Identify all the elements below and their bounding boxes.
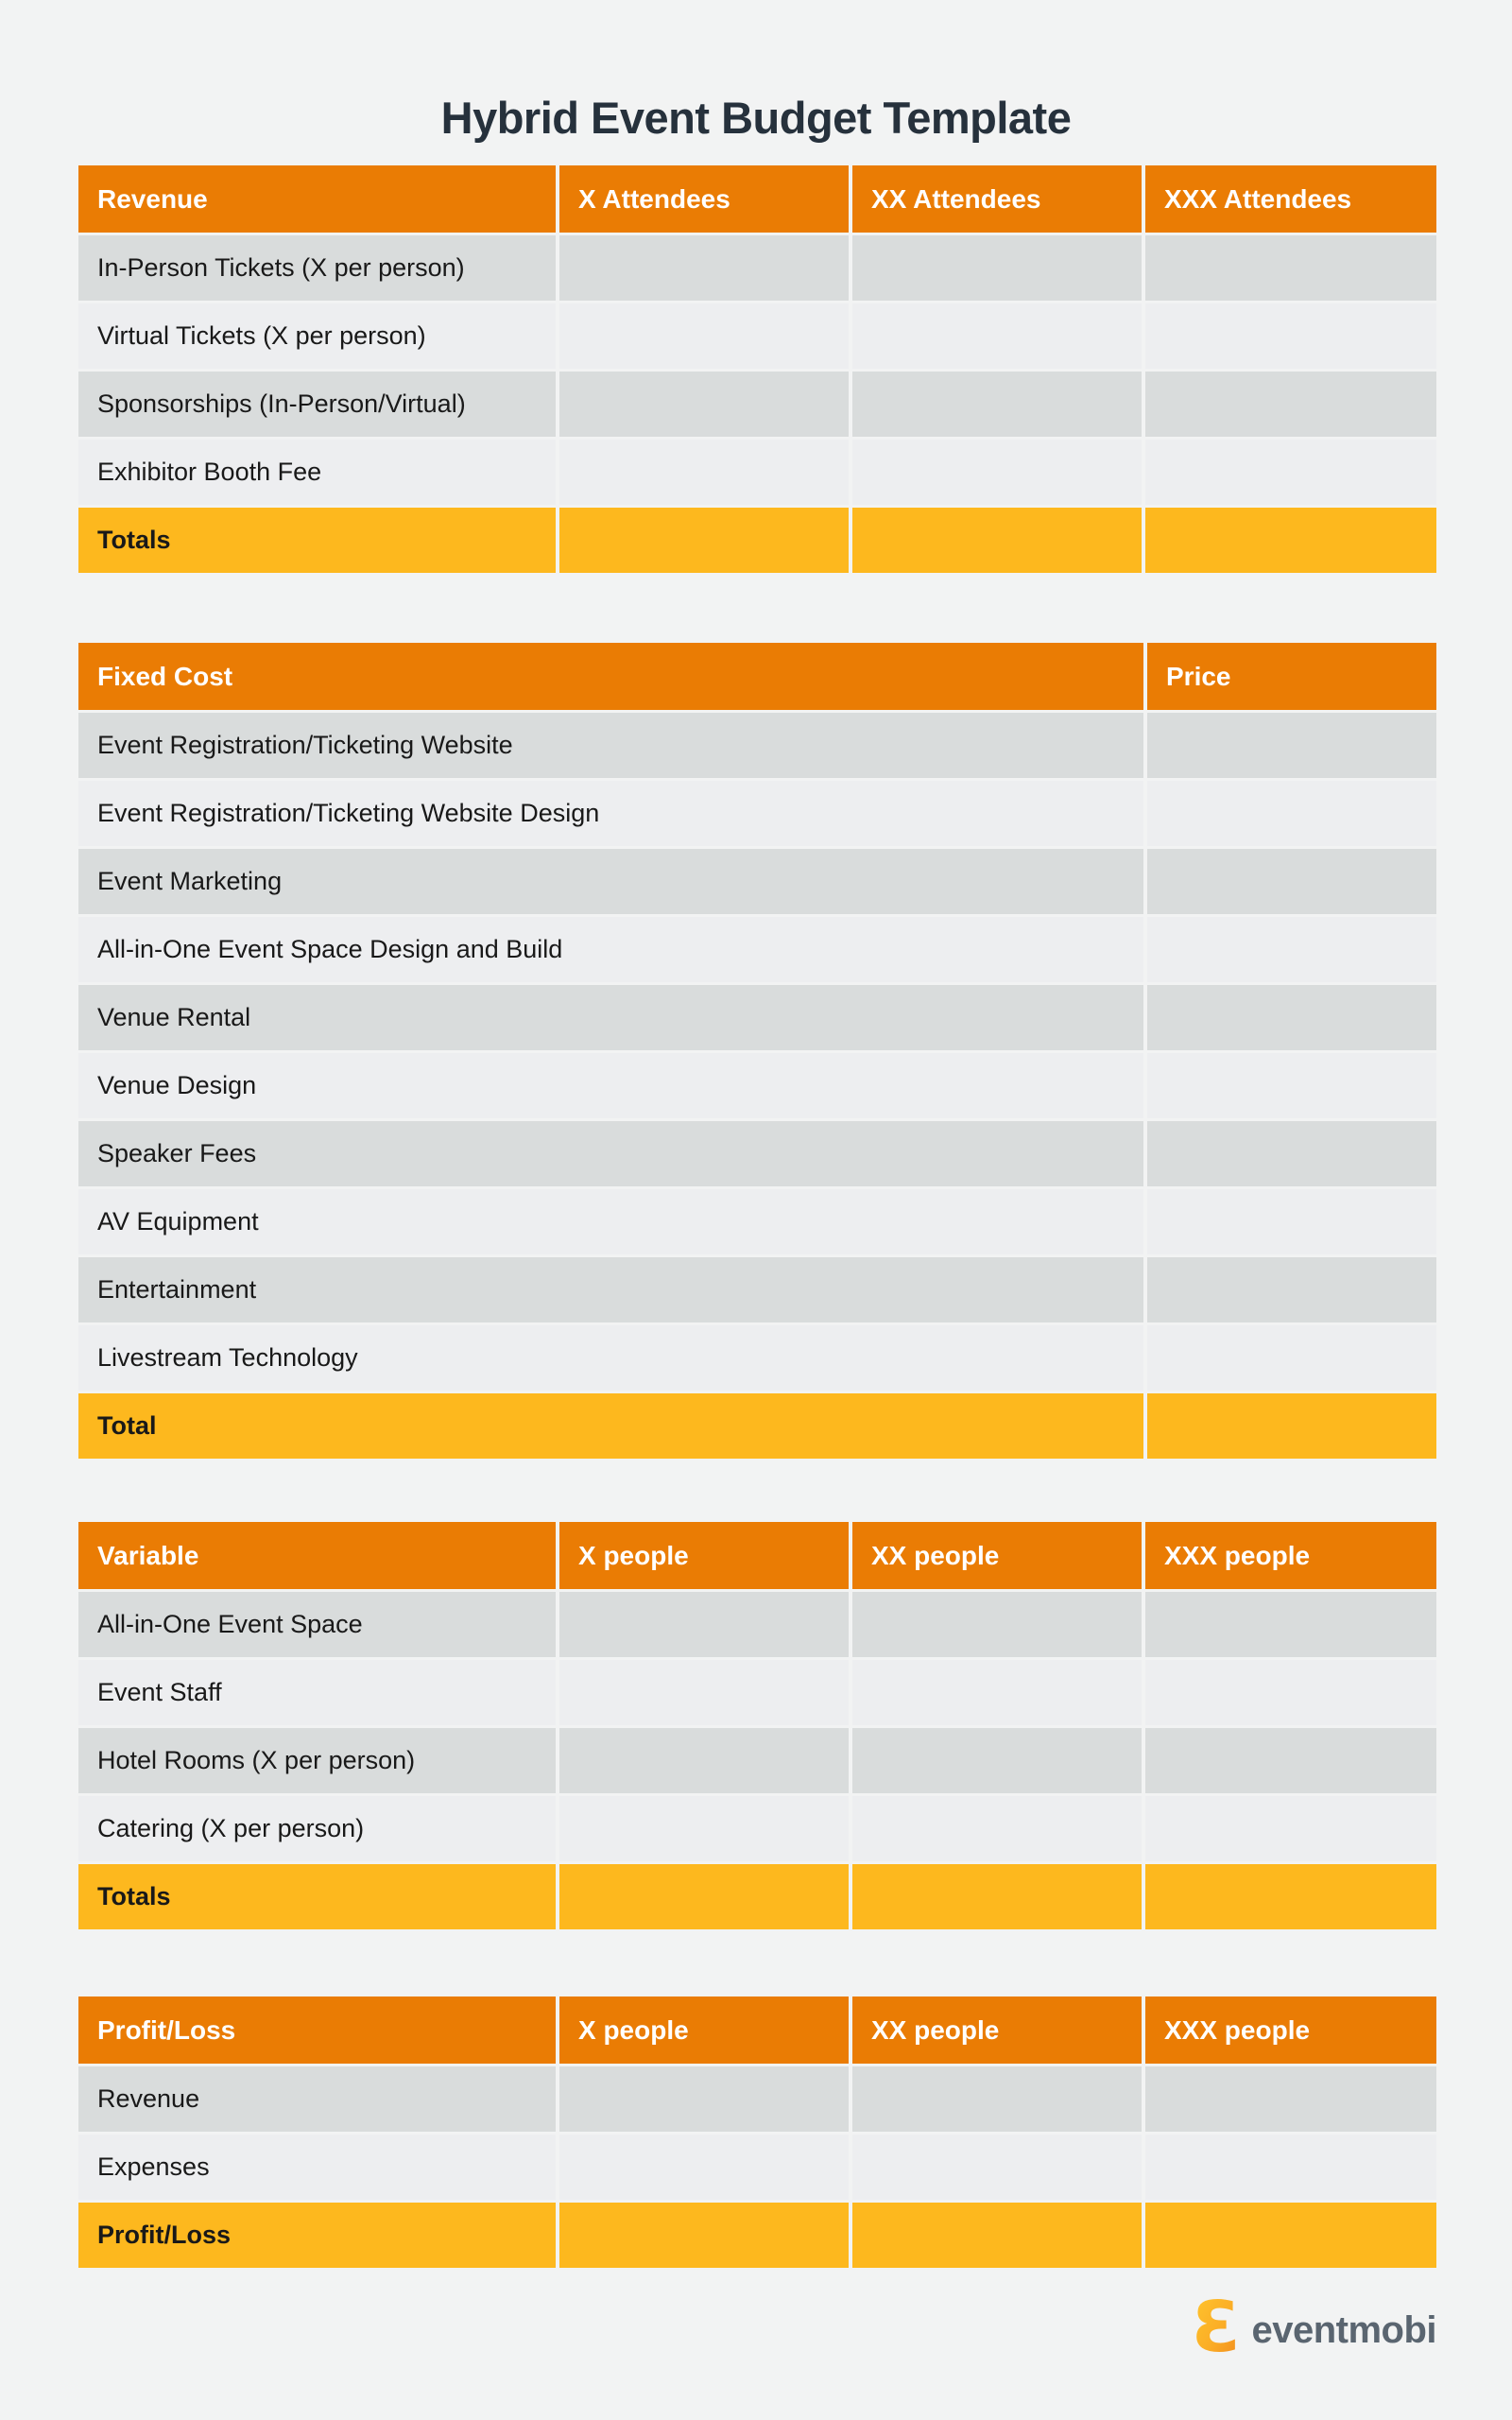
value-cell <box>852 1728 1142 1793</box>
table-row <box>78 713 1436 778</box>
svg-text:Ɛ: Ɛ <box>1192 2297 1242 2360</box>
value-cell <box>1145 235 1436 301</box>
table-row <box>78 985 1436 1050</box>
table-row <box>78 235 1436 301</box>
value-cell <box>1147 1257 1436 1322</box>
value-cell <box>852 2203 1142 2268</box>
column-header-xxx-people: XXX people <box>1145 1996 1436 2064</box>
value-cell <box>559 440 849 505</box>
row-label-cell: All-in-One Event Space <box>78 1592 556 1657</box>
row-label-cell: All-in-One Event Space Design and Build <box>78 917 1143 982</box>
table-row <box>78 1796 1436 1861</box>
variable-header-row <box>78 1522 1436 1589</box>
row-label-cell: Virtual Tickets (X per person) <box>78 303 556 369</box>
table-row <box>78 1121 1436 1186</box>
totals-row <box>78 2203 1436 2268</box>
row-label-cell: Event Registration/Ticketing Website Design <box>78 781 1143 846</box>
table-row <box>78 781 1436 846</box>
total-label-cell: Totals <box>78 1864 556 1929</box>
table-row <box>78 2066 1436 2132</box>
row-label-cell: Hotel Rooms (X per person) <box>78 1728 556 1793</box>
value-cell <box>1147 1189 1436 1254</box>
fixed-cost-table <box>78 643 1436 1461</box>
table-row <box>78 1728 1436 1793</box>
column-header-x-people: X people <box>559 1996 849 2064</box>
row-label-cell: Event Staff <box>78 1660 556 1725</box>
table-row <box>78 1325 1436 1391</box>
value-cell <box>1145 1728 1436 1793</box>
column-header-xx-attendees: XX Attendees <box>852 165 1142 233</box>
value-cell <box>1147 917 1436 982</box>
row-label-cell: Expenses <box>78 2135 556 2200</box>
page-title: Hybrid Event Budget Template <box>440 93 1072 144</box>
column-header-xxx-people: XXX people <box>1145 1522 1436 1589</box>
row-label-cell: Venue Design <box>78 1053 1143 1118</box>
value-cell <box>559 2135 849 2200</box>
table-row <box>78 1660 1436 1725</box>
column-header-fixed-cost: Fixed Cost <box>78 643 1143 710</box>
variable-table <box>78 1522 1436 1932</box>
column-header-x-people: X people <box>559 1522 849 1589</box>
row-label-cell: Speaker Fees <box>78 1121 1143 1186</box>
value-cell <box>852 1864 1142 1929</box>
column-header-variable: Variable <box>78 1522 556 1589</box>
fixed-cost-header-row <box>78 643 1436 710</box>
total-label-cell: Totals <box>78 508 556 573</box>
value-cell <box>1147 1325 1436 1391</box>
content-area <box>78 0 1436 2420</box>
value-cell <box>852 2135 1142 2200</box>
column-header-xx-people: XX people <box>852 1522 1142 1589</box>
value-cell <box>559 2203 849 2268</box>
value-cell <box>852 1796 1142 1861</box>
value-cell <box>559 508 849 573</box>
value-cell <box>1145 1796 1436 1861</box>
row-label-cell: Livestream Technology <box>78 1325 1143 1391</box>
value-cell <box>559 235 849 301</box>
value-cell <box>1145 1592 1436 1657</box>
value-cell <box>852 372 1142 437</box>
table-row <box>78 917 1436 982</box>
value-cell <box>852 235 1142 301</box>
table-row <box>78 1257 1436 1322</box>
value-cell <box>1147 1393 1436 1459</box>
value-cell <box>559 2066 849 2132</box>
totals-row <box>78 1393 1436 1459</box>
total-label-cell: Profit/Loss <box>78 2203 556 2268</box>
value-cell <box>1145 372 1436 437</box>
value-cell <box>559 1796 849 1861</box>
value-cell <box>559 1660 849 1725</box>
column-header-xx-people: XX people <box>852 1996 1142 2064</box>
column-header-profit-loss: Profit/Loss <box>78 1996 556 2064</box>
row-label-cell: Catering (X per person) <box>78 1796 556 1861</box>
value-cell <box>852 508 1142 573</box>
value-cell <box>1147 1053 1436 1118</box>
row-label-cell: AV Equipment <box>78 1189 1143 1254</box>
value-cell <box>852 1592 1142 1657</box>
value-cell <box>1145 1864 1436 1929</box>
value-cell <box>559 1592 849 1657</box>
value-cell <box>559 303 849 369</box>
row-label-cell: Sponsorships (In-Person/Virtual) <box>78 372 556 437</box>
column-header-x-attendees: X Attendees <box>559 165 849 233</box>
value-cell <box>559 1728 849 1793</box>
profit-loss-header-row <box>78 1996 1436 2064</box>
value-cell <box>1145 2135 1436 2200</box>
brand-name-text: eventmobi <box>1251 2309 1436 2351</box>
revenue-table <box>78 165 1436 576</box>
value-cell <box>1145 2203 1436 2268</box>
row-label-cell: Venue Rental <box>78 985 1143 1050</box>
totals-row <box>78 508 1436 573</box>
value-cell <box>1145 2066 1436 2132</box>
table-row <box>78 1189 1436 1254</box>
value-cell <box>1147 781 1436 846</box>
row-label-cell: Entertainment <box>78 1257 1143 1322</box>
value-cell <box>1147 1121 1436 1186</box>
value-cell <box>852 303 1142 369</box>
row-label-cell: Event Marketing <box>78 849 1143 914</box>
table-row <box>78 2135 1436 2200</box>
table-row <box>78 1592 1436 1657</box>
row-label-cell: In-Person Tickets (X per person) <box>78 235 556 301</box>
table-row <box>78 303 1436 369</box>
eventmobi-sigma-icon <box>1191 2297 1242 2364</box>
value-cell <box>559 1864 849 1929</box>
table-row <box>78 1053 1436 1118</box>
value-cell <box>1145 440 1436 505</box>
value-cell <box>1147 985 1436 1050</box>
table-row <box>78 849 1436 914</box>
column-header-price: Price <box>1147 643 1436 710</box>
value-cell <box>852 2066 1142 2132</box>
totals-row <box>78 1864 1436 1929</box>
table-row <box>78 440 1436 505</box>
profit-loss-table <box>78 1996 1436 2271</box>
row-label-cell: Event Registration/Ticketing Website <box>78 713 1143 778</box>
value-cell <box>1147 713 1436 778</box>
table-row <box>78 372 1436 437</box>
value-cell <box>852 1660 1142 1725</box>
eventmobi-logo <box>1191 2297 1436 2364</box>
value-cell <box>852 440 1142 505</box>
row-label-cell: Revenue <box>78 2066 556 2132</box>
value-cell <box>559 372 849 437</box>
value-cell <box>1145 508 1436 573</box>
revenue-header-row <box>78 165 1436 233</box>
value-cell <box>1145 1660 1436 1725</box>
column-header-xxx-attendees: XXX Attendees <box>1145 165 1436 233</box>
value-cell <box>1145 303 1436 369</box>
row-label-cell: Exhibitor Booth Fee <box>78 440 556 505</box>
total-label-cell: Total <box>78 1393 1143 1459</box>
column-header-revenue: Revenue <box>78 165 556 233</box>
value-cell <box>1147 849 1436 914</box>
